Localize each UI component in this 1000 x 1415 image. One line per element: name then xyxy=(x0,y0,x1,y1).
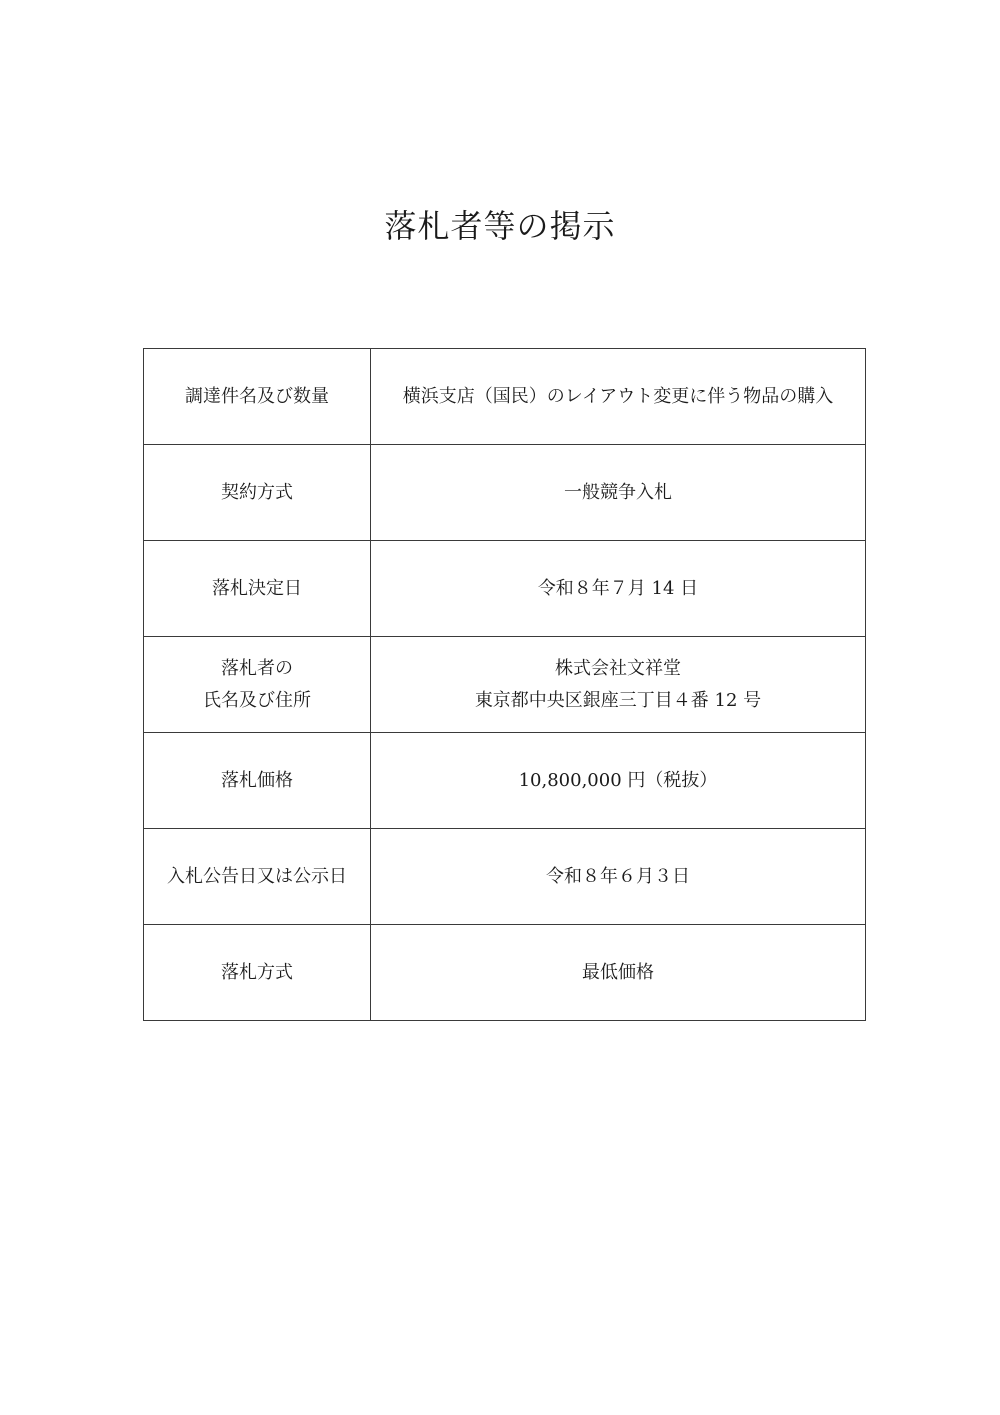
page-title: 落札者等の掲示 xyxy=(384,207,616,245)
value-text: 令和８年７月 14 日 xyxy=(537,577,699,599)
value-cell-award-date xyxy=(371,541,866,637)
table-row-award-method xyxy=(144,925,866,1021)
label-text: 調達件名及び数量 xyxy=(185,385,329,407)
winner-name: 株式会社文祥堂 xyxy=(555,657,681,679)
winner-address: 東京都中央区銀座三丁目４番 12 号 xyxy=(474,689,762,711)
label-cell-winner xyxy=(144,637,371,733)
label-cell-procurement-item xyxy=(144,349,371,445)
value-cell-procurement-item xyxy=(371,349,866,445)
table-row-contract-method xyxy=(144,445,866,541)
table-row-procurement-item xyxy=(144,349,866,445)
label-cell-award-price xyxy=(144,733,371,829)
value-cell-notice-date xyxy=(371,829,866,925)
label-text: 落札者の xyxy=(221,657,293,679)
value-text: 10,800,000 円（税抜） xyxy=(518,769,718,791)
label-cell-notice-date xyxy=(144,829,371,925)
label-cell-award-date xyxy=(144,541,371,637)
value-cell-contract-method xyxy=(371,445,866,541)
value-cell-award-method xyxy=(371,925,866,1021)
label-text: 入札公告日又は公示日 xyxy=(167,865,347,887)
award-notice-table xyxy=(143,348,866,1021)
label-cell-contract-method xyxy=(144,445,371,541)
value-text: 最低価格 xyxy=(582,961,654,983)
table-row-award-date xyxy=(144,541,866,637)
label-text: 氏名及び住所 xyxy=(203,689,311,711)
label-cell-award-method xyxy=(144,925,371,1021)
label-text: 落札価格 xyxy=(221,769,293,791)
table-row-winner xyxy=(144,637,866,733)
value-text: 令和８年６月３日 xyxy=(546,865,690,887)
label-text: 落札方式 xyxy=(221,961,293,983)
label-text: 落札決定日 xyxy=(212,577,302,599)
value-cell-award-price xyxy=(371,733,866,829)
label-text: 契約方式 xyxy=(221,481,293,503)
table-row-notice-date xyxy=(144,829,866,925)
value-text: 一般競争入札 xyxy=(564,481,672,503)
table-row-award-price xyxy=(144,733,866,829)
value-cell-winner xyxy=(371,637,866,733)
value-text: 横浜支店（国民）のレイアウト変更に伴う物品の購入 xyxy=(402,385,834,407)
